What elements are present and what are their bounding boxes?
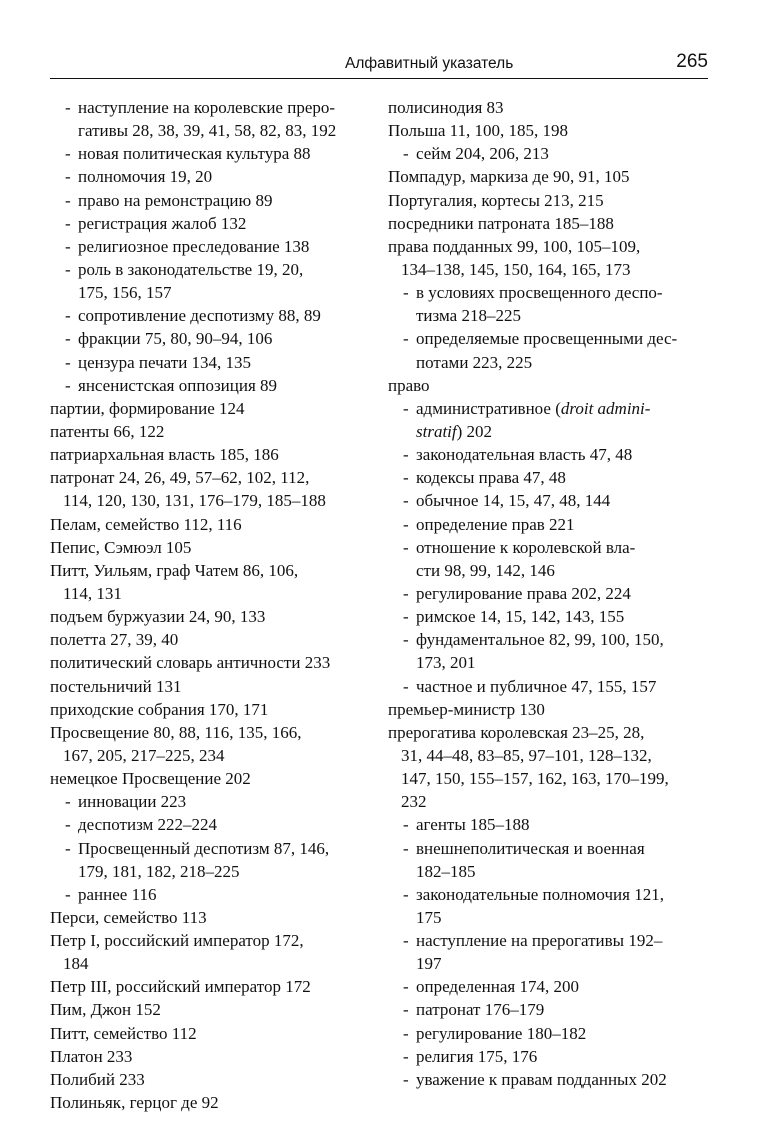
index-subentry (388, 1068, 710, 1091)
entry-text: 173, 201 (416, 653, 476, 673)
entry-text: партии, формирование 124 (50, 398, 245, 418)
subentry-dash: - (403, 144, 409, 164)
index-entry (50, 1091, 375, 1114)
entry-text: религия 175, 176 (416, 1046, 538, 1066)
entry-text: премьер-министр 130 (388, 699, 545, 719)
entry-text: 31, 44–48, 83–85, 97–101, 128–132, (401, 745, 652, 765)
entry-text: раннее 116 (78, 884, 157, 904)
index-subentry (388, 929, 710, 952)
index-subentry (388, 513, 710, 536)
index-entry (50, 651, 375, 674)
index-entry (50, 513, 375, 536)
index-entry-continuation (50, 489, 375, 512)
index-subentry (388, 883, 710, 906)
entry-text: посредники патроната 185–188 (388, 213, 614, 233)
index-subentry (50, 837, 375, 860)
subentry-dash: - (403, 1000, 409, 1020)
index-entry (50, 721, 375, 744)
index-entry-continuation (388, 767, 710, 790)
index-entry-continuation (50, 582, 375, 605)
entry-text: Польша 11, 100, 185, 198 (388, 121, 569, 141)
index-subentry (388, 975, 710, 998)
entry-text: инновации 223 (78, 792, 187, 812)
index-subentry (388, 998, 710, 1021)
subentry-dash: - (403, 838, 409, 858)
entry-text: фундаментальное 82, 99, 100, 150, (416, 630, 664, 650)
entry-text: уважение к правам подданных 202 (416, 1069, 667, 1089)
subentry-dash: - (65, 167, 71, 187)
entry-text: тизма 218–225 (416, 306, 521, 326)
entry-text: новая политическая культура 88 (78, 144, 311, 164)
entry-text: 114, 131 (63, 583, 122, 603)
subentry-dash: - (403, 884, 409, 904)
entry-text: гативы 28, 38, 39, 41, 58, 82, 83, 192 (78, 121, 337, 141)
subentry-dash: - (65, 838, 71, 858)
index-entry (388, 374, 710, 397)
index-entry (50, 559, 375, 582)
subentry-dash: - (65, 259, 71, 279)
subentry-dash: - (403, 329, 409, 349)
index-subentry (50, 374, 375, 397)
entry-text: Полибий 233 (50, 1069, 145, 1089)
entry-text: религиозное преследование 138 (78, 236, 310, 256)
entry-text: 114, 120, 130, 131, 176–179, 185–188 (63, 491, 326, 511)
subentry-dash: - (403, 630, 409, 650)
index-entry (388, 189, 710, 212)
entry-text: Просвещенный деспотизм 87, 146, (78, 838, 330, 858)
index-column-right (388, 96, 710, 1091)
subentry-dash: - (65, 792, 71, 812)
entry-text: подъем буржуазии 24, 90, 133 (50, 607, 266, 627)
index-subentry (388, 489, 710, 512)
index-subentry-continuation (388, 351, 710, 374)
entry-text: административное ( (416, 398, 561, 418)
entry-text: прерогатива королевская 23–25, 28, (388, 722, 645, 742)
subentry-dash: - (403, 537, 409, 557)
subentry-dash: - (65, 190, 71, 210)
subentry-dash: - (65, 329, 71, 349)
entry-text: 179, 181, 182, 218–225 (78, 861, 240, 881)
entry-text: регулирование права 202, 224 (416, 583, 631, 603)
entry-text: политический словарь античности 233 (50, 653, 331, 673)
page-number: 265 (676, 51, 708, 72)
entry-text: патриархальная власть 185, 186 (50, 445, 279, 465)
entry-italic-text: stratif (416, 421, 457, 441)
index-subentry (50, 258, 375, 281)
entry-text: Просвещение 80, 88, 116, 135, 166, (50, 722, 302, 742)
index-subentry-continuation (388, 304, 710, 327)
entry-text: Питт, Уильям, граф Чатем 86, 106, (50, 560, 299, 580)
entry-text: обычное 14, 15, 47, 48, 144 (416, 491, 611, 511)
entry-text: полетта 27, 39, 40 (50, 630, 179, 650)
index-subentry (388, 675, 710, 698)
entry-text: регистрация жалоб 132 (78, 213, 247, 233)
index-subentry (388, 142, 710, 165)
index-subentry (388, 281, 710, 304)
entry-text: право (388, 375, 430, 395)
entry-text: внешнеполитическая и военная (416, 838, 645, 858)
entry-text: наступление на королевские преро- (78, 98, 336, 117)
entry-text: сопротивление деспотизму 88, 89 (78, 306, 321, 326)
index-entry (50, 443, 375, 466)
index-entry (50, 420, 375, 443)
index-subentry-continuation (388, 952, 710, 975)
entry-text: янсенистская оппозиция 89 (78, 375, 278, 395)
entry-text: регулирование 180–182 (416, 1023, 587, 1043)
entry-text: римское 14, 15, 142, 143, 155 (416, 607, 625, 627)
subentry-dash: - (403, 1069, 409, 1089)
subentry-dash: - (403, 468, 409, 488)
subentry-dash: - (403, 398, 409, 418)
index-subentry (388, 536, 710, 559)
index-subentry (388, 466, 710, 489)
entry-text: Питт, семейство 112 (50, 1023, 197, 1043)
index-subentry (50, 189, 375, 212)
index-entry-continuation (388, 258, 710, 281)
index-subentry-continuation (388, 559, 710, 582)
index-subentry-continuation (50, 860, 375, 883)
entry-text: Полиньяк, герцог де 92 (50, 1093, 219, 1113)
subentry-dash: - (65, 815, 71, 835)
index-subentry (388, 605, 710, 628)
entry-text: законодательная власть 47, 48 (416, 445, 633, 465)
index-entry (50, 397, 375, 420)
index-subentry (50, 813, 375, 836)
subentry-dash: - (65, 375, 71, 395)
subentry-dash: - (403, 676, 409, 696)
entry-text-after: ) 202 (456, 421, 493, 441)
entry-text: агенты 185–188 (416, 815, 530, 835)
index-entry (50, 767, 375, 790)
index-subentry (388, 397, 710, 420)
subentry-dash: - (403, 607, 409, 627)
entry-text: права подданных 99, 100, 105–109, (388, 236, 641, 256)
index-entry (388, 212, 710, 235)
entry-text: кодексы права 47, 48 (416, 468, 566, 488)
entry-text: законодательные полномочия 121, (416, 884, 664, 904)
index-subentry (50, 304, 375, 327)
index-entry-continuation (388, 744, 710, 767)
index-entry (50, 1068, 375, 1091)
index-entry (388, 235, 710, 258)
entry-text: Петр I, российский император 172, (50, 931, 304, 951)
index-subentry (388, 628, 710, 651)
entry-text: Пим, Джон 152 (50, 1000, 161, 1020)
page-header (50, 48, 708, 79)
index-subentry (50, 96, 375, 119)
entry-text: определенная 174, 200 (416, 977, 579, 997)
entry-text: полисинодия 83 (388, 98, 504, 117)
index-subentry (388, 813, 710, 836)
entry-text: Пепис, Сэмюэл 105 (50, 537, 192, 557)
index-subentry (50, 142, 375, 165)
entry-text: сейм 204, 206, 213 (416, 144, 549, 164)
entry-text: 167, 205, 217–225, 234 (63, 745, 225, 765)
index-subentry (50, 883, 375, 906)
index-entry (50, 628, 375, 651)
index-subentry (388, 837, 710, 860)
index-entry (50, 466, 375, 489)
index-entry (50, 929, 375, 952)
index-subentry (388, 327, 710, 350)
entry-text: патронат 176–179 (416, 1000, 545, 1020)
index-entry (50, 698, 375, 721)
entry-text: фракции 75, 80, 90–94, 106 (78, 329, 273, 349)
entry-text: приходские собрания 170, 171 (50, 699, 269, 719)
entry-text: 232 (401, 792, 427, 812)
index-subentry (50, 235, 375, 258)
entry-text: право на ремонстрацию 89 (78, 190, 273, 210)
entry-text: патронат 24, 26, 49, 57–62, 102, 112, (50, 468, 310, 488)
entry-text: сти 98, 99, 142, 146 (416, 560, 555, 580)
entry-text: постельничий 131 (50, 676, 182, 696)
entry-text: Португалия, кортесы 213, 215 (388, 190, 604, 210)
entry-text: Платон 233 (50, 1046, 133, 1066)
index-entry (388, 165, 710, 188)
entry-italic-text: droit admini- (560, 398, 651, 418)
index-subentry-continuation (388, 651, 710, 674)
entry-text: наступление на прерогативы 192– (416, 931, 663, 951)
index-subentry (388, 1045, 710, 1068)
subentry-dash: - (65, 98, 71, 117)
subentry-dash: - (65, 352, 71, 372)
index-subentry-continuation (50, 281, 375, 304)
entry-text: потами 223, 225 (416, 352, 533, 372)
index-subentry-continuation (388, 906, 710, 929)
entry-text: Перси, семейство 113 (50, 907, 207, 927)
entry-text: 197 (416, 954, 442, 974)
index-entry (50, 998, 375, 1021)
entry-text: Помпадур, маркиза де 90, 91, 105 (388, 167, 630, 187)
index-entry (388, 698, 710, 721)
subentry-dash: - (65, 236, 71, 256)
index-entry (388, 119, 710, 142)
entry-text: роль в законодательстве 19, 20, (78, 259, 304, 279)
index-subentry (388, 582, 710, 605)
entry-text: Пелам, семейство 112, 116 (50, 514, 242, 534)
entry-text: частное и публичное 47, 155, 157 (416, 676, 657, 696)
subentry-dash: - (65, 144, 71, 164)
entry-text: немецкое Просвещение 202 (50, 769, 251, 789)
subentry-dash: - (403, 514, 409, 534)
index-subentry (50, 165, 375, 188)
index-subentry (388, 443, 710, 466)
index-subentry (50, 212, 375, 235)
entry-text: Петр III, российский император 172 (50, 977, 311, 997)
entry-text: 182–185 (416, 861, 476, 881)
index-entry-continuation (50, 744, 375, 767)
subentry-dash: - (65, 884, 71, 904)
entry-text: 134–138, 145, 150, 164, 165, 173 (401, 259, 631, 279)
subentry-dash: - (403, 491, 409, 511)
subentry-dash: - (403, 1046, 409, 1066)
index-subentry-continuation (388, 420, 710, 443)
index-column-left (50, 96, 375, 1114)
index-entry (388, 721, 710, 744)
subentry-dash: - (403, 931, 409, 951)
entry-text: отношение к королевской вла- (416, 537, 636, 557)
index-subentry (50, 351, 375, 374)
entry-text: определение прав 221 (416, 514, 575, 534)
index-subentry (50, 790, 375, 813)
index-entry (50, 975, 375, 998)
subentry-dash: - (403, 583, 409, 603)
entry-text: полномочия 19, 20 (78, 167, 213, 187)
index-entry (50, 675, 375, 698)
entry-text: в условиях просвещенного деспо- (416, 283, 663, 303)
subentry-dash: - (403, 445, 409, 465)
index-entry (50, 536, 375, 559)
index-subentry (50, 327, 375, 350)
entry-text: 184 (63, 954, 89, 974)
entry-text: 175 (416, 907, 442, 927)
index-entry (50, 906, 375, 929)
entry-text: 175, 156, 157 (78, 283, 172, 303)
entry-text: цензура печати 134, 135 (78, 352, 252, 372)
subentry-dash: - (65, 306, 71, 326)
index-entry (50, 1022, 375, 1045)
index-subentry-continuation (50, 119, 375, 142)
index-entry-continuation (388, 790, 710, 813)
index-entry (388, 96, 710, 119)
subentry-dash: - (403, 283, 409, 303)
subentry-dash: - (403, 1023, 409, 1043)
entry-text: определяемые просвещенными дес- (416, 329, 678, 349)
entry-text: 147, 150, 155–157, 162, 163, 170–199, (401, 769, 669, 789)
index-entry-continuation (50, 952, 375, 975)
index-entry (50, 605, 375, 628)
index-subentry (388, 1022, 710, 1045)
subentry-dash: - (403, 977, 409, 997)
running-title: Алфавитный указатель (345, 55, 514, 72)
entry-text: патенты 66, 122 (50, 421, 165, 441)
subentry-dash: - (65, 213, 71, 233)
subentry-dash: - (403, 815, 409, 835)
index-entry (50, 1045, 375, 1068)
entry-text: деспотизм 222–224 (78, 815, 218, 835)
index-subentry-continuation (388, 860, 710, 883)
